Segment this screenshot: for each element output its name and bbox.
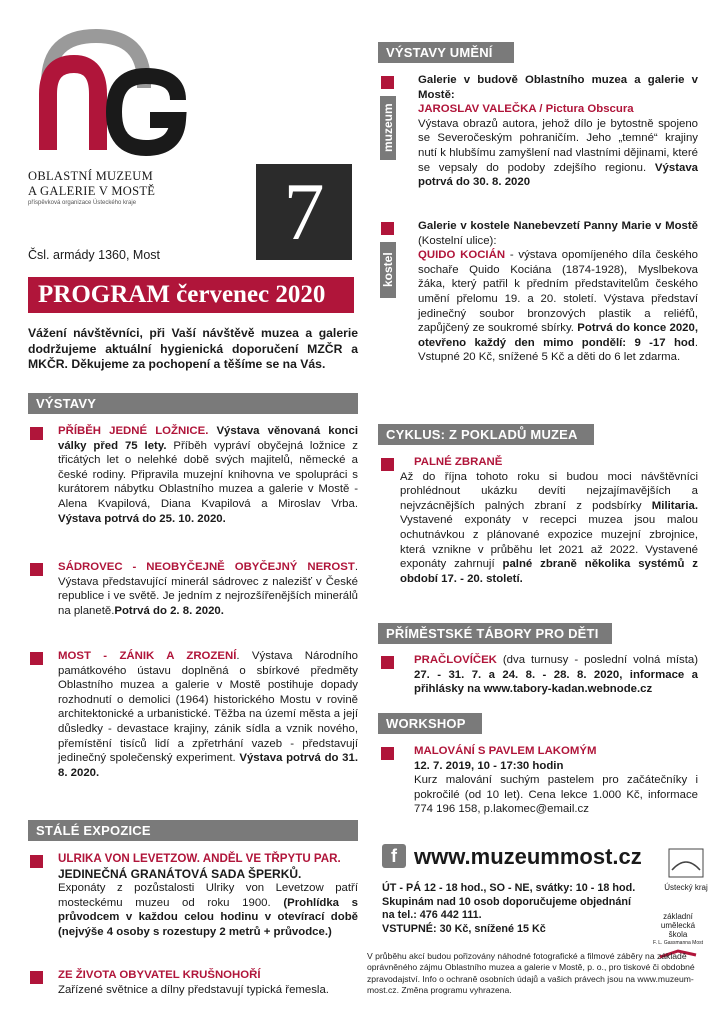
exposition-body: Zařízené světnice a dílny představují typická řemesla. — [58, 983, 329, 996]
stale-expozice-header: STÁLÉ EXPOZICE — [28, 820, 358, 841]
cyklus-item — [400, 455, 698, 586]
exhibition-item — [58, 560, 358, 618]
exhibition-title: MOST - ZÁNIK A ZROZENÍ — [58, 650, 237, 662]
tabory-body: (dva turnusy - poslední volná místa) — [496, 654, 698, 666]
cyklus-body: Až do října tohoto roku si budou moci návštěvníci prohlédnout ukázku devíti nejzajímavějších a nejvzácnějších palných zbraní z podsbírky — [400, 470, 698, 512]
kostel-label: kostel — [380, 242, 396, 298]
vystavy-umeni-header: VÝSTAVY UMĚNÍ — [378, 42, 514, 63]
facebook-icon[interactable] — [382, 844, 406, 868]
admission-line: VSTUPNÉ: 30 Kč, snížené 15 Kč — [382, 922, 546, 935]
school-line: základní — [663, 912, 693, 921]
program-title — [28, 277, 354, 313]
vystavy-header: VÝSTAVY — [28, 393, 358, 414]
exhibition-dot: . — [354, 561, 358, 573]
exhibition-title: PŘÍBĚH JEDNÉ LOŽNICE. — [58, 425, 209, 437]
exposition-subtitle: JEDINEČNÁ GRANÁTOVÁ SADA ŠPERKŮ. — [58, 866, 302, 881]
website-link[interactable]: www.muzeummost.cz — [414, 844, 642, 869]
address: Čsl. armády 1360, Most — [28, 248, 160, 262]
exposition-title: ULRIKA VON LEVETZOW. ANDĚL VE TŘPYTU PAR. — [58, 852, 341, 865]
exposition-title: ZE ŽIVOTA OBYVATEL KRUŠNOHOŘÍ — [58, 969, 261, 981]
footer-note: V průběhu akcí budou pořizovány náhodné fotografické a filmové záběry na základě oprávněného zájmu Oblastního muzea a galerie v Mostě, p. o., pro tiskové či obdobné zpravodajství. Info o ochraně osobních údajů a vašich právech jsou na www.muzeum-most.cz. Změna programu vyhrazena. — [367, 951, 695, 996]
exhibition-item — [58, 424, 358, 526]
tabory-item — [400, 653, 698, 697]
logo-name-line2: A GALERIE V MOSTĚ — [28, 184, 156, 198]
exhibition-title: SÁDROVEC - NEOBYČEJNĚ OBYČEJNÝ NEROST — [58, 561, 355, 573]
gallery-place-note: (Kostelní ulice): — [418, 234, 497, 247]
issue-number-box — [256, 164, 352, 260]
museum-logo — [28, 28, 218, 208]
muzeum-label: muzeum — [380, 96, 396, 160]
gallery-body: - výstava opomíjeného díla českého sochaře Quido Kociána (1874-1928), Myslbekova žáka, který patřil k předním představitelům českého umění přelomu 19. a 20. století. Výstava představí jedinečný soubor bronzových plastik a reliéfů, zapůjčený ze soukromé sbírky. — [418, 249, 698, 335]
gallery-body: Výstava obrazů autora, jehož dílo je bytostně spojeno se Severočeským pohraničím. Jeho „temné“ krajiny nutí k hlubšímu zamyšlení nad vlastními dějinami, které se vepsaly do podoby zdejšího regionu. — [418, 117, 698, 174]
exhibition-dot: . — [236, 650, 240, 662]
bullet-square — [30, 427, 43, 440]
exhibition-body: Příběh vypráví obyčejná ložnice z třicátých let o nelehké době svých majitelů, německé a české rodiny. Připravila muzejní knihovna ve spolupráci s kurátorem nábytku Oblastního muzea a galerie v Mostě - Alena Kvapilová, Diana Kvapilová a Miroslav Vrba. — [58, 439, 358, 510]
gallery-item — [418, 219, 698, 365]
bullet-square — [30, 652, 43, 665]
gallery-end: . Vstupné 20 Kč, snížené 5 Kč a děti do 6 let zdarma. — [418, 336, 698, 364]
workshop-body: Kurz malování suchým pastelem pro začátečníky i pokročilé (od 10 let). Cena lekce 1.000 Kč, informace 774 196 158, p.lakomec@email.cz — [414, 774, 698, 816]
school-line: F. L. Gassmanna Most — [652, 940, 704, 946]
cyklus-bold: Militaria. — [641, 499, 699, 512]
gallery-place: Galerie v budově Oblastního muzea a galerie v Mostě: — [418, 74, 698, 101]
hours-line: Skupinám nad 10 osob doporučujeme objednání — [382, 895, 631, 908]
facebook-icon-glyph: f — [391, 845, 397, 866]
workshop-title: MALOVÁNÍ S PAVLEM LAKOMÝM — [414, 745, 597, 757]
gallery-item — [418, 73, 698, 190]
exposition-item — [58, 968, 358, 997]
issue-number: 7 — [283, 166, 325, 257]
gallery-title: JAROSLAV VALEČKA / Pictura Obscura — [418, 103, 634, 116]
region-name: Ústecký kraj — [664, 883, 708, 892]
bullet-square — [30, 855, 43, 868]
bullet-square — [381, 656, 394, 669]
cyklus-header: CYKLUS: Z POKLADŮ MUZEA — [378, 424, 594, 445]
hours-line: ÚT - PÁ 12 - 18 hod., SO - NE, svátky: 10 - 18 hod. — [382, 882, 636, 894]
bullet-square — [381, 76, 394, 89]
bullet-square — [381, 458, 394, 471]
tabory-dates: 27. - 31. 7. a 24. 8. - 28. 8. 2020, informace a přihlásky na www.tabory-kadan.webnode.cz — [414, 668, 698, 696]
bullet-square — [30, 563, 43, 576]
gallery-end: Výstava potrvá do 30. 8. 2020 — [418, 161, 698, 189]
ustecky-kraj-logo — [660, 848, 712, 892]
greeting: Vážení návštěvníci, při Vaší návštěvě muzea a galerie dodržujeme aktuální hygienická doporučení MZČR a MKČR. Děkujeme za pochopení a těšíme se na Vás. — [28, 326, 358, 371]
exhibition-end: Výstava potrvá do 31. 8. 2020. — [58, 752, 358, 779]
exhibition-lead: Výstava věnovaná konci války před 75 lety. — [58, 425, 358, 452]
exposition-body: Exponáty z pozůstalosti Ulriky von Levetzow patří mosteckému muzeu od roku 1900. — [58, 882, 358, 909]
cyklus-body2: Vystavené exponáty v recepci muzea jsou malou ochutnávkou z plánované expozice muzejní zbrojnice, která vznikne v průběhu let 2021 až 2022. Vystavené exponáty zahrnují — [400, 514, 698, 571]
logo-subline: příspěvková organizace Ústeckého kraje — [28, 200, 137, 206]
opening-hours — [382, 882, 652, 936]
tabory-header: PŘÍMĚSTSKÉ TÁBORY PRO DĚTI — [378, 623, 612, 644]
exhibition-end: Výstava potrvá do 25. 10. 2020. — [58, 512, 226, 525]
workshop-date: 12. 7. 2019, 10 - 17:30 hodin — [414, 759, 564, 772]
school-line: škola — [668, 930, 688, 939]
hours-line: na tel.: 476 442 111. — [382, 909, 482, 922]
program-title-text: PROGRAM červenec 2020 — [38, 281, 326, 308]
gallery-title: QUIDO KOCIÁN — [418, 249, 506, 262]
logo-name-line1: OBLASTNÍ MUZEUM — [28, 169, 153, 183]
logo-mark-icon — [28, 28, 208, 158]
workshop-header: WORKSHOP — [378, 713, 482, 734]
bullet-square — [381, 747, 394, 760]
bullet-square — [30, 971, 43, 984]
exhibition-item — [58, 649, 358, 780]
region-crest-icon — [668, 848, 704, 878]
cyklus-bold2: palné zbraně několika systémů z období 17. - 20. století. — [400, 558, 698, 585]
school-line: umělecká — [660, 921, 696, 930]
gallery-place: Galerie v kostele Nanebevzetí Panny Marie v Mostě — [418, 220, 698, 232]
tabory-title: PRAČLOVÍČEK — [414, 654, 497, 666]
cyklus-title: PALNÉ ZBRANĚ — [414, 456, 503, 468]
bullet-square — [381, 222, 394, 235]
gallery-hours: Potrvá do konce 2020, otevřeno každý den mimo pondělí: 9 -17 hod — [418, 322, 698, 349]
exposition-item — [58, 852, 358, 940]
exhibition-end: Potrvá do 2. 8. 2020. — [114, 604, 224, 617]
exposition-end: (Prohlídka s průvodcem v každou celou hodinu v otevírací době (nejvýše 4 osoby s rozestupy 2 metrů + průvodce.) — [58, 896, 358, 938]
workshop-item — [414, 744, 698, 817]
exhibition-body: Výstava představující minerál sádrovec z nalezišť v České republice i ve světě. Je jedním z nejrozšířenějších minerálů na planetě. — [58, 575, 358, 617]
exhibition-body: Výstava Národního památkového ústavu doplněná o sbírkové předměty Oblastního muzea a galerie v Mostě postihuje dopady rozhodnutí o demolici (1964) historického Mostu v rovině architektonické a urbanistické. Těžba na území města a její důsledky - devastace krajiny, zánik sídla a vznik nového, přemístění tisíců lidí a zpřetrhání vazeb - představují jedinečný společenský experiment. — [58, 650, 358, 765]
